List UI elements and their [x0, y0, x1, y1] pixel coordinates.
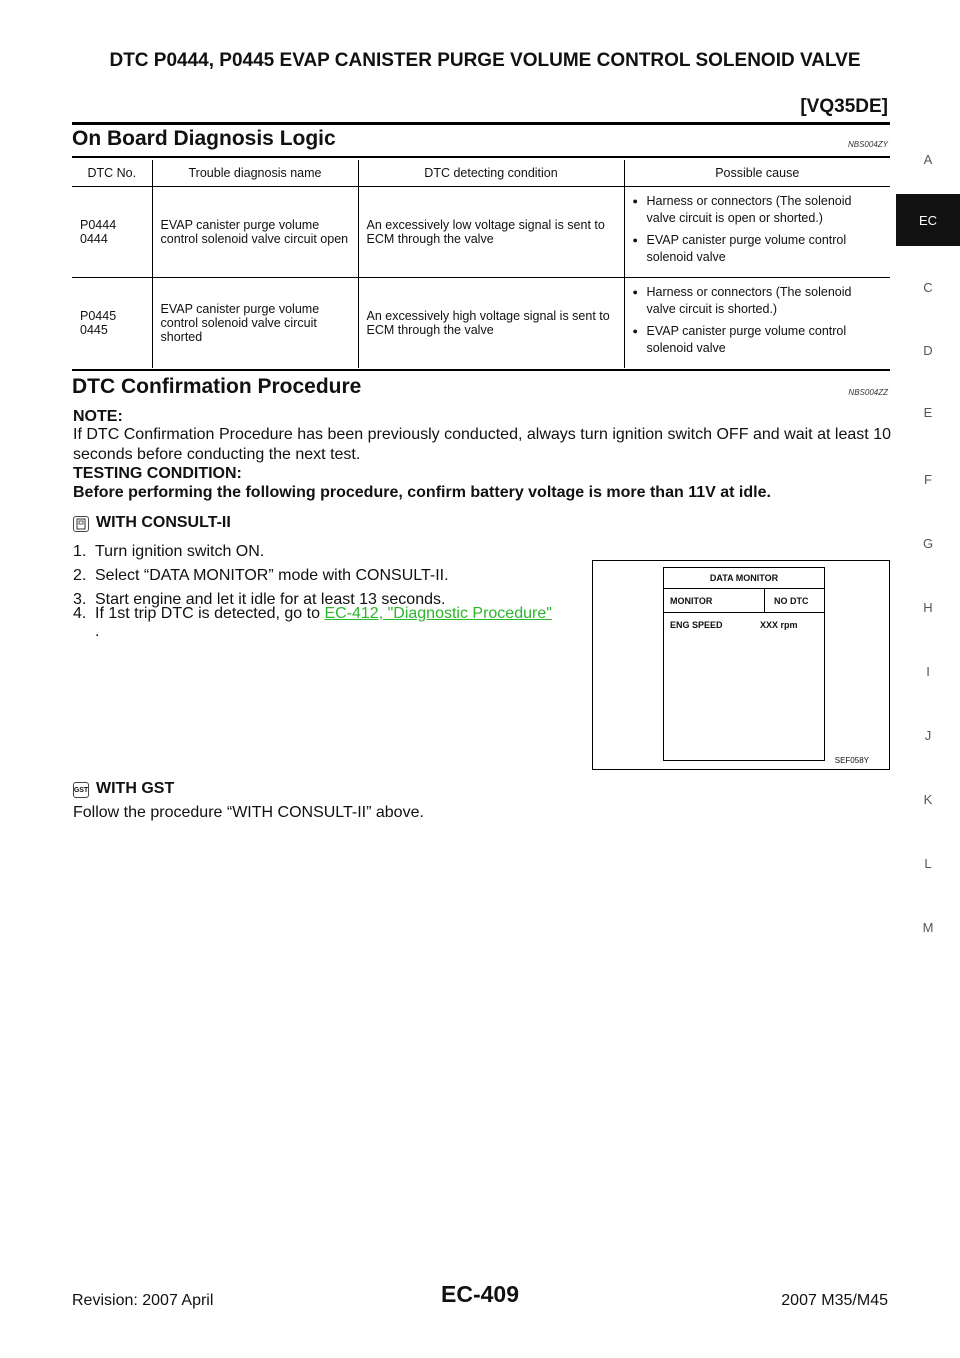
screen-title: DATA MONITOR	[709, 573, 779, 583]
engine-code: [VQ35DE]	[800, 96, 888, 117]
procedure-step: 3. Start engine and let it idle for at least 13 seconds.	[73, 591, 446, 608]
table-row	[72, 186, 890, 277]
side-index-d[interactable]: D	[923, 343, 933, 358]
dtc-number-alt: 0445	[80, 322, 108, 337]
side-index-g[interactable]: G	[922, 536, 934, 551]
possible-cause-item: ● Harness or connectors (The solenoid valve circuit is shorted.)	[633, 284, 883, 318]
possible-cause-item: ● EVAP canister purge volume control solenoid valve	[633, 232, 883, 266]
diagnostic-procedure-link[interactable]: EC-412, "Diagnostic Procedure"	[324, 605, 552, 622]
possible-cause-cell	[624, 277, 890, 368]
diagnosis-name-cell: EVAP canister purge volume control solenoid valve circuit shorted	[152, 277, 358, 368]
side-index-l[interactable]: L	[924, 856, 932, 871]
column-header: DTC No.	[72, 160, 152, 186]
dtc-cell	[72, 277, 152, 368]
gst-label: WITH GST	[96, 780, 175, 797]
figure-code: SEF058Y	[834, 756, 869, 765]
step-trailing-period: .	[95, 623, 100, 640]
procedure-step: 1. Turn ignition switch ON.	[73, 543, 265, 560]
dtc-number: P0445	[80, 308, 117, 323]
testing-condition-label: TESTING CONDITION:	[73, 465, 242, 482]
side-index-i[interactable]: I	[926, 664, 930, 679]
dtc-number: P0444	[80, 217, 117, 232]
side-index-a[interactable]: A	[923, 152, 933, 167]
detecting-condition-cell: An excessively high voltage signal is sent to ECM through the valve	[358, 277, 624, 368]
section-code: NBS004ZZ	[848, 388, 888, 397]
possible-cause-item: ● Harness or connectors (The solenoid valve circuit is open or shorted.)	[633, 193, 883, 227]
footer-revision: Revision: 2007 April	[72, 1292, 214, 1309]
detecting-condition-cell: An excessively low voltage signal is sent to ECM through the valve	[358, 186, 624, 277]
procedure-step: 2. Select “DATA MONITOR” mode with CONSULT-II.	[73, 567, 449, 584]
side-index-ec[interactable]: EC	[896, 194, 960, 246]
side-index-f[interactable]: F	[924, 472, 932, 487]
side-index-m[interactable]: M	[922, 920, 934, 935]
screen-row-label: ENG SPEED	[670, 620, 723, 630]
footer-page-number: EC-409	[441, 1281, 519, 1307]
gst-text: Follow the procedure “WITH CONSULT-II” above.	[73, 804, 424, 821]
possible-cause-item: ● EVAP canister purge volume control solenoid valve	[633, 323, 883, 357]
side-index-j[interactable]: J	[924, 728, 932, 743]
section-code: NBS004ZY	[847, 140, 888, 149]
side-index-c[interactable]: C	[923, 280, 933, 295]
side-index-e[interactable]: E	[923, 405, 933, 420]
page-title: DTC P0444, P0445 EVAP CANISTER PURGE VOLUME CONTROL SOLENOID VALVE	[109, 50, 861, 71]
column-header: Trouble diagnosis name	[152, 160, 358, 186]
testing-condition-text: Before performing the following procedure, confirm battery voltage is more than 11V at idle.	[73, 484, 771, 501]
column-header: Possible cause	[624, 160, 890, 186]
data-monitor-screen	[663, 567, 825, 761]
note-text: If DTC Confirmation Procedure has been previously conducted, always turn ignition switch OFF and wait at least 10 seconds before conducting the next test.	[73, 426, 891, 463]
consult-label: WITH CONSULT-II	[96, 514, 231, 531]
table-bottom-rule	[72, 369, 890, 371]
section-title-diagnosis-logic: On Board Diagnosis Logic	[72, 127, 336, 150]
procedure-step: 4. If 1st trip DTC is detected, go to EC-412, "Diagnostic Procedure"	[73, 605, 552, 622]
section-title-confirmation-procedure: DTC Confirmation Procedure	[72, 375, 362, 398]
table-header-row	[72, 160, 890, 186]
screen-col-monitor: MONITOR	[670, 596, 713, 606]
dtc-cell	[72, 186, 152, 277]
header-rule	[72, 122, 890, 125]
gst-icon: GST	[73, 782, 89, 798]
footer-model: 2007 M35/M45	[781, 1292, 888, 1309]
screen-row-value: XXX rpm	[760, 620, 798, 630]
dtc-table	[72, 160, 890, 368]
consult-icon	[73, 516, 89, 532]
diagnosis-name-cell: EVAP canister purge volume control solenoid valve circuit open	[152, 186, 358, 277]
screen-col-nodtc: NO DTC	[774, 596, 809, 606]
dtc-number-alt: 0444	[80, 231, 108, 246]
note-label: NOTE:	[73, 408, 123, 425]
side-index-h[interactable]: H	[923, 600, 933, 615]
possible-cause-cell	[624, 186, 890, 277]
data-monitor-figure	[592, 560, 890, 770]
table-row	[72, 277, 890, 368]
side-index-k[interactable]: K	[923, 792, 933, 807]
section-rule	[72, 156, 890, 158]
column-header: DTC detecting condition	[358, 160, 624, 186]
